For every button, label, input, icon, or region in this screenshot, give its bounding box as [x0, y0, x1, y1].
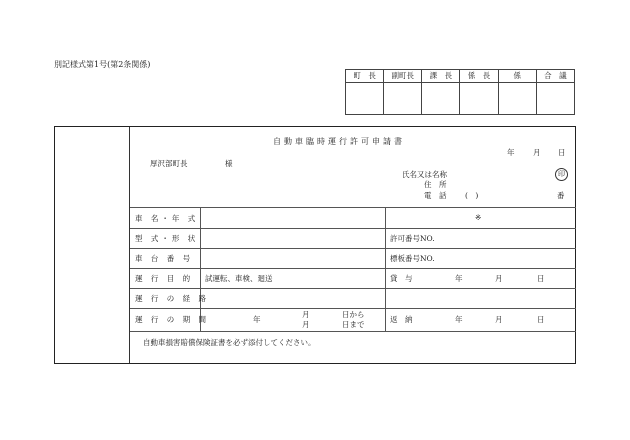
stamp-header-staff: 係	[498, 70, 536, 83]
approval-stamp-table	[345, 69, 575, 115]
row-label-operation-purpose: 運 行 目 的	[135, 274, 194, 283]
stamp-header-subsection-chief: 係 長	[460, 70, 498, 83]
date-month-label: 月	[533, 148, 541, 157]
applicant-phone-suffix: 番	[557, 191, 565, 200]
office-use-mark: ※	[475, 213, 482, 222]
seal-mark-icon: 印	[555, 168, 568, 181]
return-month-label: 月	[495, 315, 503, 324]
row-label-chassis-number: 車 台 番 号	[135, 254, 194, 263]
stamp-box-mayor[interactable]	[346, 83, 384, 115]
loan-label: 貸 与	[390, 274, 413, 283]
stamp-box-subsection-chief[interactable]	[460, 83, 498, 115]
loan-month-label: 月	[495, 274, 503, 283]
addressee: 厚沢部町長	[150, 159, 188, 168]
row-label-vehicle-name-year: 車 名・年 式	[135, 214, 199, 223]
honorific: 様	[225, 159, 233, 168]
applicant-address-label: 住 所	[424, 180, 447, 189]
stamp-box-deputy-mayor[interactable]	[384, 83, 422, 115]
stamp-box-consultation[interactable]	[536, 83, 574, 115]
loan-day-label: 日	[537, 274, 545, 283]
applicant-phone-label: 電 話	[424, 191, 447, 200]
period-month-to-label: 月	[302, 320, 310, 329]
date-day-label: 日	[558, 148, 566, 157]
period-month-from-label: 月	[302, 310, 310, 319]
stamp-header-section-chief: 課 長	[422, 70, 460, 83]
application-form	[54, 126, 576, 364]
period-year-label: 年	[253, 315, 261, 324]
left-margin-column	[55, 127, 130, 363]
stamp-box-section-chief[interactable]	[422, 83, 460, 115]
return-year-label: 年	[455, 315, 463, 324]
loan-year-label: 年	[455, 274, 463, 283]
stamp-box-staff[interactable]	[498, 83, 536, 115]
document-title: 自動車臨時運行許可申請書	[273, 137, 405, 146]
period-day-to-label: 日まで	[342, 320, 365, 329]
row-label-operation-route: 運 行 の 経 路	[135, 294, 210, 303]
row-label-model-shape: 型 式・形 状	[135, 234, 199, 243]
plate-number-label: 標板番号NO.	[390, 254, 435, 263]
footer-note: 自動車損害賠償保険証書を必ず添付してください。	[143, 338, 316, 347]
period-day-from-label: 日から	[342, 310, 365, 319]
stamp-header-mayor: 町 長	[346, 70, 384, 83]
row-label-operation-period: 運 行 の 期 間	[135, 315, 210, 324]
row-value-operation-purpose: 試運転、車検、廻送	[205, 274, 273, 283]
permit-number-label: 許可番号NO.	[390, 234, 435, 243]
stamp-header-deputy-mayor: 副町長	[384, 70, 422, 83]
stamp-header-consultation: 合 議	[536, 70, 574, 83]
form-number: 別記様式第1号(第2条関係)	[54, 60, 151, 69]
date-year-label: 年	[507, 148, 515, 157]
applicant-name-label: 氏名又は名称	[402, 170, 447, 179]
return-label: 返 納	[390, 315, 413, 324]
return-day-label: 日	[537, 315, 545, 324]
applicant-phone-parens: ( )	[465, 191, 479, 200]
